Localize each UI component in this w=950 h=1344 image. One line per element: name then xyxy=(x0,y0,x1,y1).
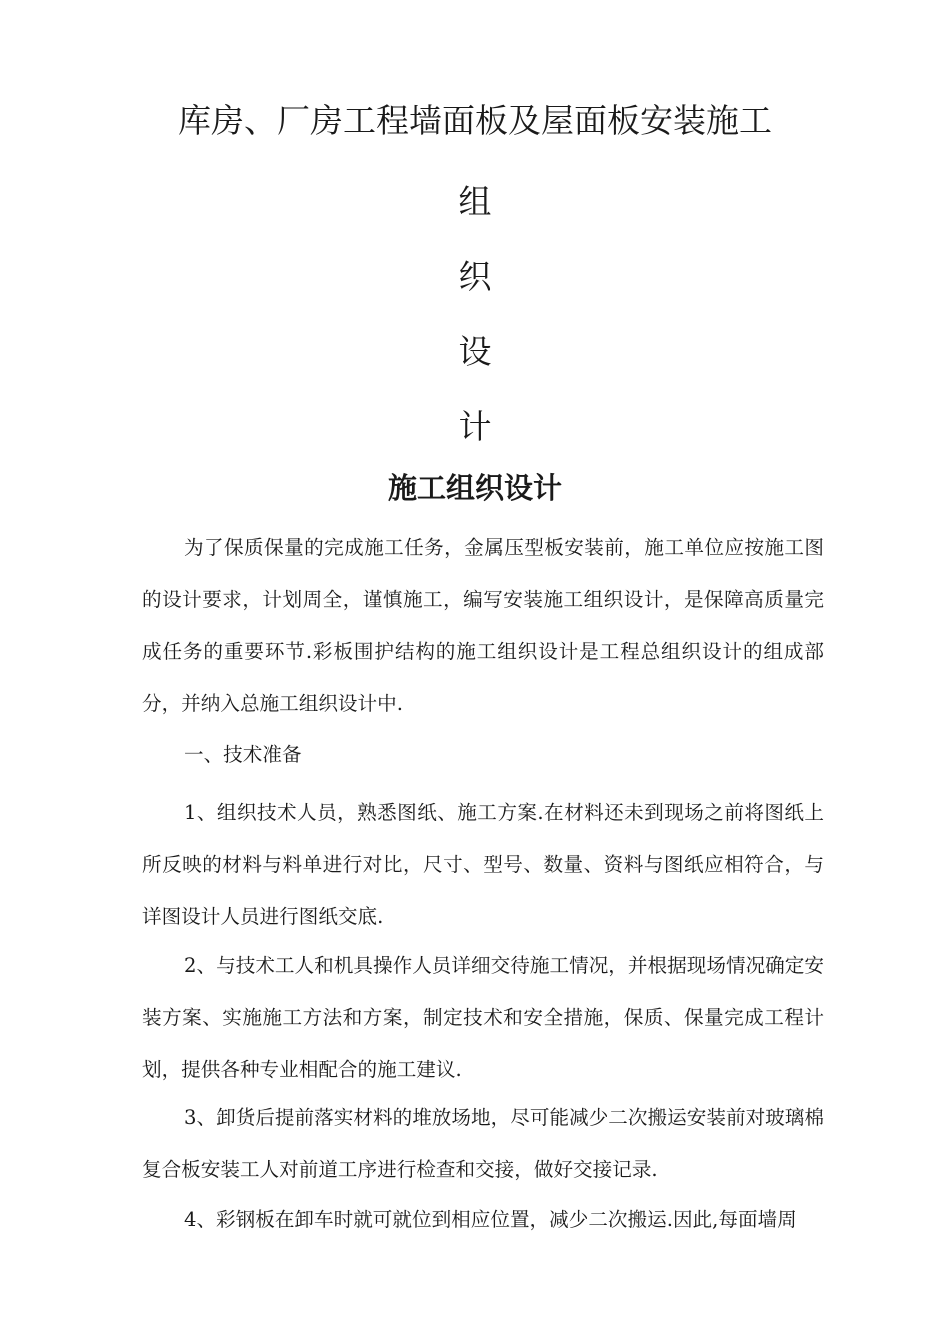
list-item-4: 4、彩钢板在卸车时就可就位到相应位置，减少二次搬运.因此,每面墙周 xyxy=(184,1208,797,1231)
list-item-1: 1、组织技术人员，熟悉图纸、施工方案.在材料还未到现场之前将图纸上所反映的材料与料单进行对比，尺寸、型号、数量、资料与图纸应相符合，与详图设计人员进行图纸交底. xyxy=(142,801,824,928)
title-char-3: 设 xyxy=(458,332,492,371)
document-title: 库房、厂房工程墙面板及屋面板安装施工 xyxy=(178,101,772,140)
intro-paragraph: 为了保质保量的完成施工任务，金属压型板安装前，施工单位应按施工图的设计要求，计划周全，谨慎施工，编写安装施工组织设计，是保障高质量完成任务的重要环节.彩板围护结构的施工组织设计是工程总组织设计的组成部分，并纳入总施工组织设计中. xyxy=(142,536,824,715)
section-heading-technical-preparation: 一、技术准备 xyxy=(184,743,302,766)
document-subtitle: 施工组织设计 xyxy=(387,471,562,505)
list-item-2: 2、与技术工人和机具操作人员详细交待施工情况，并根据现场情况确定安装方案、实施施工方法和方案，制定技术和安全措施，保质、保量完成工程计划，提供各种专业相配合的施工建议. xyxy=(142,954,824,1081)
title-char-4: 计 xyxy=(458,407,492,446)
title-char-1: 组 xyxy=(458,182,492,221)
list-item-3: 3、卸货后提前落实材料的堆放场地，尽可能减少二次搬运安装前对玻璃棉复合板安装工人对前道工序进行检查和交接，做好交接记录. xyxy=(142,1106,824,1181)
title-char-2: 织 xyxy=(458,257,492,296)
